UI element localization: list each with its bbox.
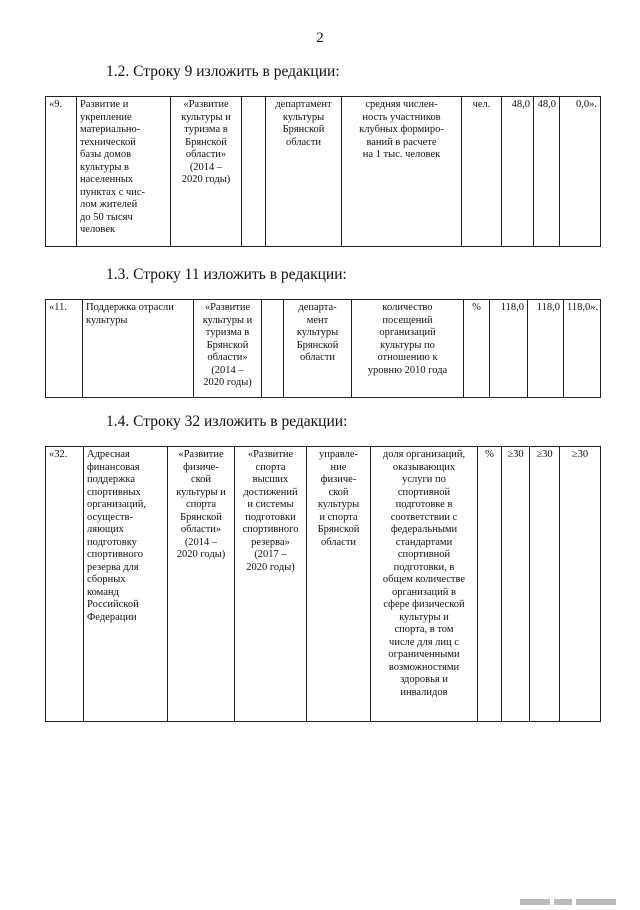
cell-value-3: 0,0». — [560, 97, 601, 247]
cell-executor: управле- ние физиче- ской культуры и спорта Брянской области — [307, 447, 371, 722]
table-row-11 — [45, 299, 601, 398]
cell-value-2: 48,0 — [534, 97, 560, 247]
cell-activity-name: Развитие и укрепление материально- технической базы домов культуры в населенных пунктах с чис- лом жителей до 50 тысяч человек — [77, 97, 171, 247]
cell-indicator: средняя числен- ность участников клубных формиро- ваний в расчете на 1 тыс. человек — [342, 97, 462, 247]
page-number: 2 — [316, 30, 324, 46]
cell-subprogram: «Развитие спорта высших достижений и системы подготовки спортивного резерва» (2017 – 2020 годы) — [235, 447, 307, 722]
cell-executor: департа- мент культуры Брянской области — [284, 300, 352, 398]
cell-activity-name: Адресная финансовая поддержка спортивных организаций, осуществ- ляющих подготовку спортивного резерва для сборных команд Российской Федерации — [84, 447, 168, 722]
cell-unit: % — [464, 300, 490, 398]
cell-value-2: 118,0 — [528, 300, 564, 398]
section-heading-row-11: 1.3. Строку 11 изложить в редакции: — [106, 266, 347, 283]
cell-unit: чел. — [462, 97, 502, 247]
cell-number: «9. — [46, 97, 77, 247]
cell-value-1: 48,0 — [502, 97, 534, 247]
cell-program: «Развитие культуры и туризма в Брянской области» (2014 – 2020 годы) — [171, 97, 242, 247]
cell-unit: % — [478, 447, 502, 722]
cell-subprogram — [242, 97, 266, 247]
cell-value-3: ≥30 — [560, 447, 601, 722]
table-row-32 — [45, 446, 601, 722]
table-row-9 — [45, 96, 601, 247]
cell-program: «Развитие физиче- ской культуры и спорта Брянской области» (2014 – 2020 годы) — [168, 447, 235, 722]
cell-value-1: 118,0 — [490, 300, 528, 398]
cell-number: «32. — [46, 447, 84, 722]
section-heading-row-32: 1.4. Строку 32 изложить в редакции: — [106, 413, 348, 430]
cell-number: «11. — [46, 300, 83, 398]
cell-indicator: количество посещений организаций культуры по отношению к уровню 2010 года — [352, 300, 464, 398]
cell-indicator: доля организаций, оказывающих услуги по спортивной подготовке в соответствии с федеральными стандартами спортивной подготовки, в общем количестве организаций в сфере физической культуры и спорта, в том числе для лиц с ограниченными возможностями здоровья и инвалидов — [371, 447, 478, 722]
cell-value-1: ≥30 — [502, 447, 530, 722]
cell-activity-name: Поддержка отрасли культуры — [83, 300, 194, 398]
cell-program: «Развитие культуры и туризма в Брянской области» (2014 – 2020 годы) — [194, 300, 262, 398]
cell-value-3: 118,0». — [564, 300, 601, 398]
section-heading-row-9: 1.2. Строку 9 изложить в редакции: — [106, 63, 340, 80]
cell-subprogram — [262, 300, 284, 398]
footer-scan-mark — [520, 892, 630, 900]
cell-executor: департамент культуры Брянской области — [266, 97, 342, 247]
cell-value-2: ≥30 — [530, 447, 560, 722]
